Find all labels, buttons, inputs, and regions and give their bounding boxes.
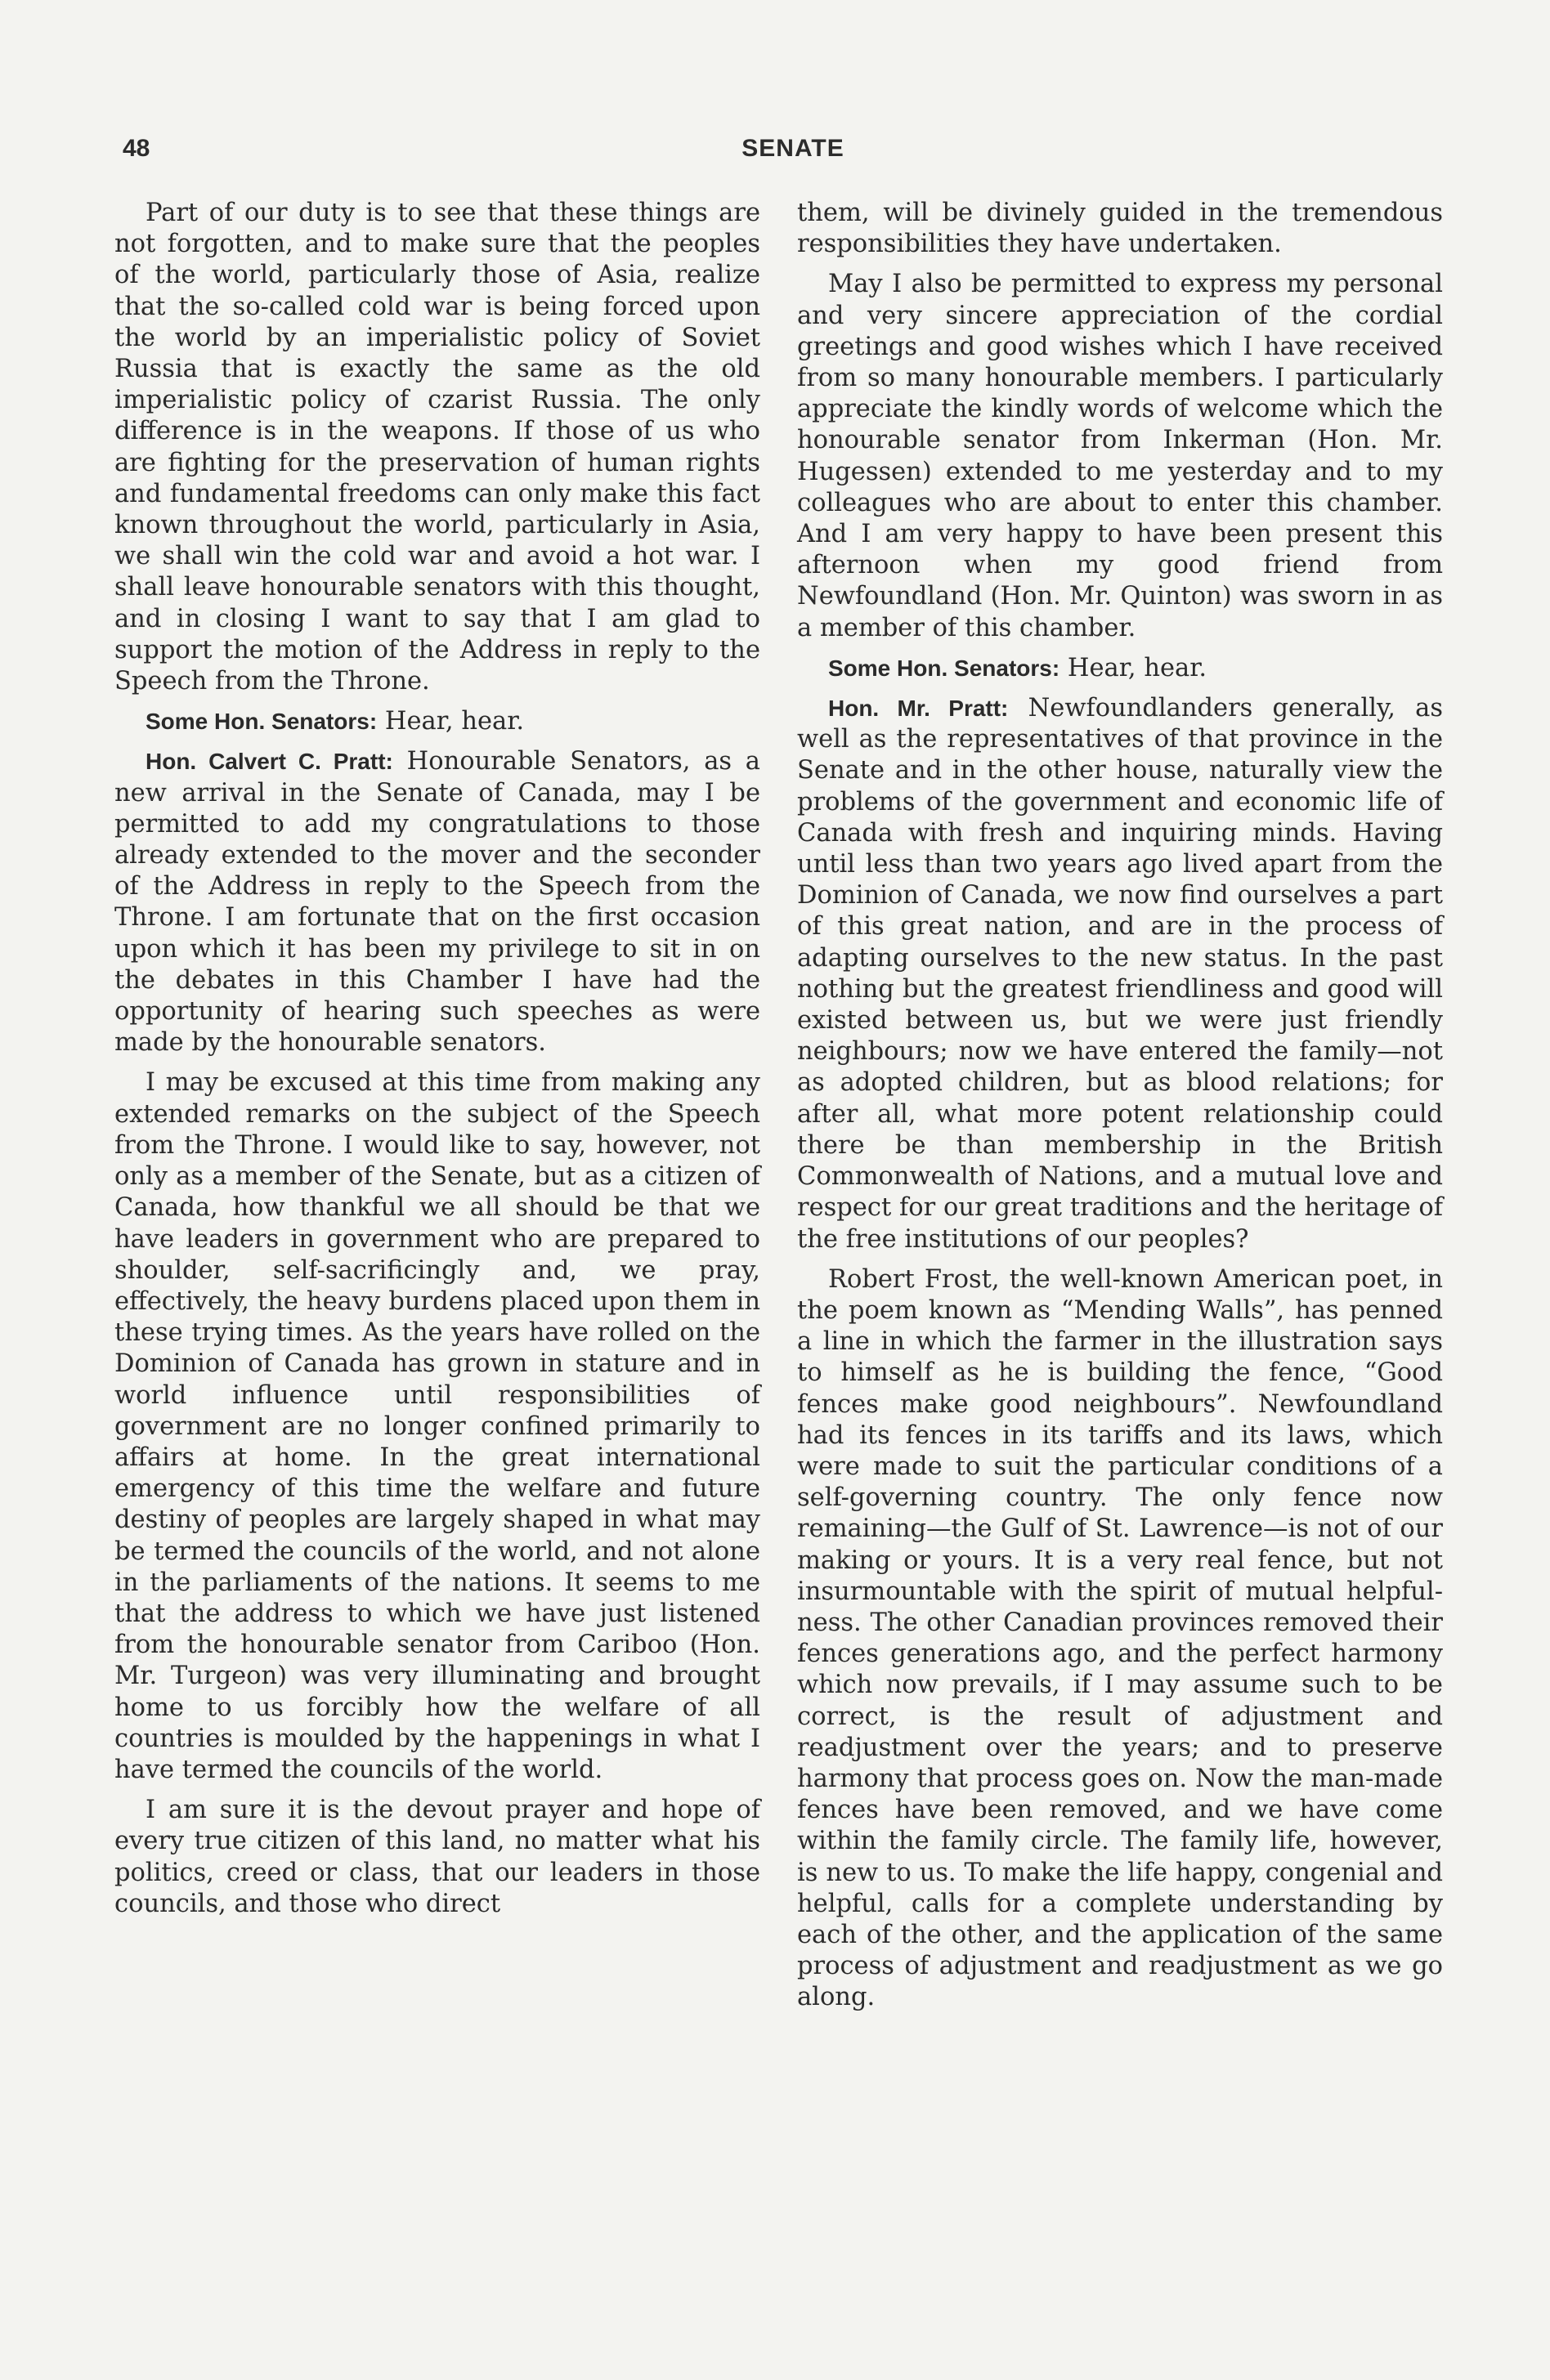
speech-text: Newfoundlanders generally, as well as the representatives of that province in the Senate and in the other house, naturally view the problems of the government and economic life of Canada with fresh and inquiring minds. Having until less than two years ago lived apart from the Dominion of Canada, we now find ourselves a part of this great nation, and are in the process of adapting ourselves to the new status. In the past nothing but the greatest friendliness and good will existed between us, but we were just friendly neighbours; now we have entered the family—not as adopted children, but as blood relations; for after all, what more potent relationship could there be than membership in the British Commonwealth of Nations, and a mutual love and respect for our great traditions and the heritage of the free institutions of our peoples? bbox=[797, 694, 1443, 1254]
running-head: SENATE bbox=[741, 135, 844, 162]
paragraph: Part of our duty is to see that these things are not forgotten, and to make sure that the peoples of the world, particularly those of Asia, realize that the so-called cold war is being forced upon the world by an imperialistic policy of Soviet Russia that is exactly the same as the old imperialistic policy of czarist Russia. The only difference is in the weapons. If those of us who are fighting for the preservation of human rights and fundamental freedoms can only make this fact known throughout the world, particularly in Asia, we shall win the cold war and avoid a hot war. I shall leave honourable senators with this thought, and in closing I want to say that I am glad to support the motion of the Address in reply to the Speech from the Throne. bbox=[114, 199, 760, 696]
paragraph: I may be excused at this time from making any extended remarks on the subject of the Speech from the Throne. I would like to say, however, not only as a member of the Senate, but as a citizen of Canada, how thankful we all should be that we have leaders in government who are prepared to shoulder, self-sacrificingly and, we pray, effectively, the heavy burdens placed upon them in these trying times. As the years have rolled on the Dominion of Canada has grown in stature and in world influence until responsibilities of government are no longer confined primarily to affairs at home. In the great international emergency of this time the welfare and future destiny of peoples are largely shaped in what may be termed the councils of the world, and not alone in the parliaments of the nations. It seems to me that the address to which we have just listened from the honourable senator from Cariboo (Hon. Mr. Turgeon) was very illuminating and brought home to us forcibly how the welfare of all countries is moulded by the happenings in what I have termed the councils of the world. bbox=[114, 1068, 760, 1784]
paragraph: I am sure it is the devout prayer and hope of every true citizen of this land, no matter what his politics, creed or class, that our leaders in those councils, and those who direct bbox=[114, 1796, 760, 1918]
speech-text: Honourable Senators, as a new arrival in the Senate of Canada, may I be permitted to add my congratulations to those already extended to the mover and the seconder of the Address in reply to the Speech from the Throne. I am fortunate that on the first occasion upon which it has been my privilege to sit in on the debates in this Chamber I have had the opportunity of hearing such speeches as were made by the honourable senators. bbox=[114, 747, 760, 1058]
paragraph: May I also be permitted to express my personal and very sincere appreciation of the cordial greetings and good wishes which I have received from so many honourable members. I particularly appreciate the kindly words of welcome which the honourable senator from Inkerman (Hon. Mr. Hugessen) extended to me yesterday and to my colleagues who are about to enter this chamber. And I am very happy to have been present this afternoon when my good friend from Newfoundland (Hon. Mr. Quinton) was sworn in as a member of this chamber. bbox=[797, 270, 1443, 642]
page-number: 48 bbox=[123, 135, 150, 162]
speaker-name: Some Hon. Senators: bbox=[146, 709, 378, 735]
speech-paragraph bbox=[114, 746, 760, 1058]
speech-text: Hear, hear. bbox=[384, 707, 525, 736]
right-column bbox=[797, 198, 1443, 2023]
speaker-name: Hon. Calvert C. Pratt: bbox=[146, 749, 393, 775]
paragraph: Robert Frost, the well-known American poet, in the poem known as “Mending Walls”, has penned a line in which the farmer in the illustration says to himself as he is building the fence, “Good fences make good neighbours”. Newfoundland had its fences in its tariffs and its laws, which were made to suit the particular conditions of a self-governing country. The only fence now remaining—the Gulf of St. Lawrence—is not of our making or yours. It is a very real fence, but not insurmountable with the spirit of mutual helpfulness. The other Canadian provinces removed their fences generations ago, and the perfect harmony which now prevails, if I may assume such to be correct, is the result of adjustment and readjustment over the years; and to preserve harmony that process goes on. Now the man-made fences have been removed, and we have come within the family circle. The family life, however, is new to us. To make the life happy, congenial and helpful, calls for a complete understanding by each of the other, and the application of the same process of adjustment and readjustment as we go along. bbox=[797, 1264, 1443, 2012]
speech-paragraph bbox=[797, 693, 1443, 1255]
speech-paragraph bbox=[114, 706, 760, 737]
left-column bbox=[114, 198, 760, 1929]
page-header bbox=[123, 135, 1463, 168]
speech-text: Hear, hear. bbox=[1067, 653, 1207, 682]
paragraph-continuation: them, will be divinely guided in the tremendous responsibilities they have undertaken. bbox=[797, 199, 1443, 259]
speaker-name: Hon. Mr. Pratt: bbox=[828, 696, 1009, 722]
speaker-name: Some Hon. Senators: bbox=[828, 655, 1060, 681]
speech-paragraph bbox=[797, 653, 1443, 684]
